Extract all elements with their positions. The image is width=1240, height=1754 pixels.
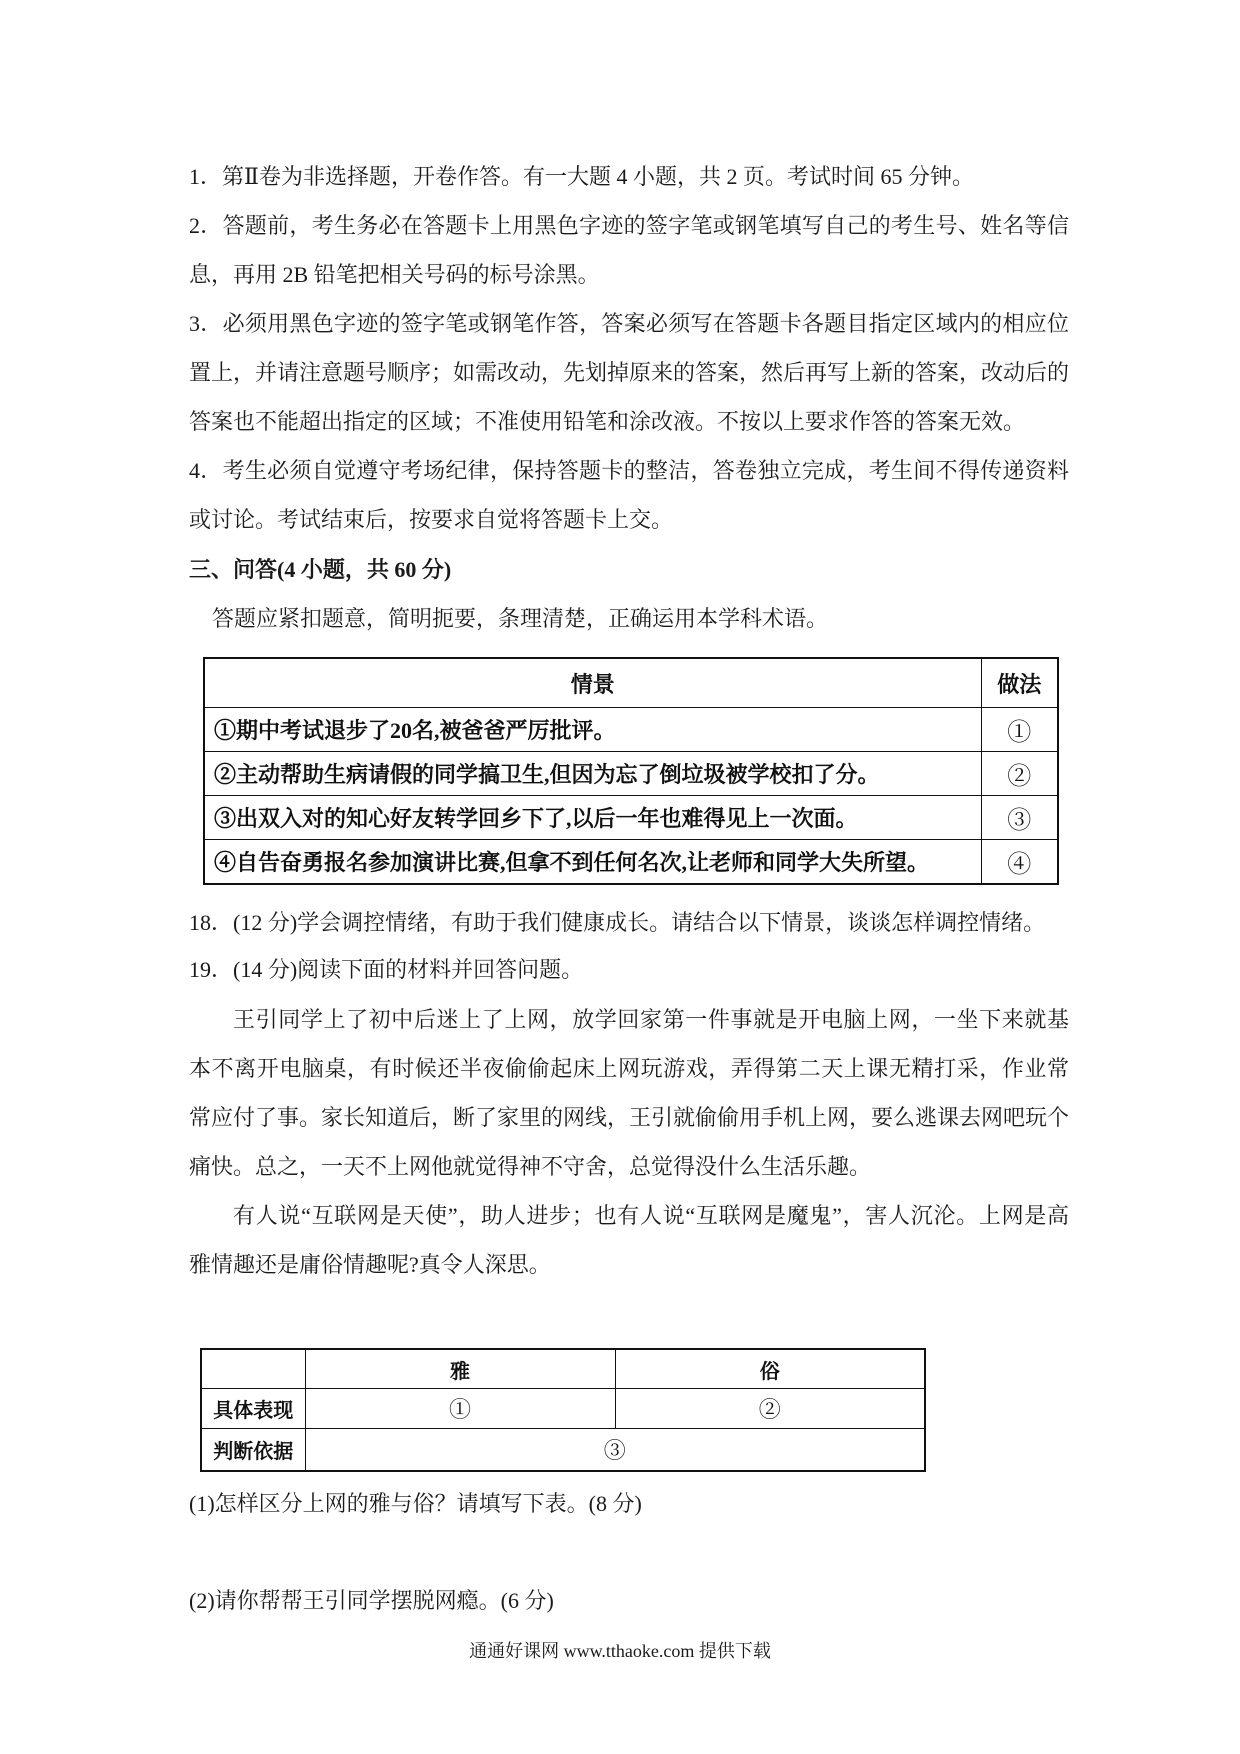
- scenario-cell: ①期中考试退步了20名,被爸爸严厉批评。: [204, 708, 981, 752]
- instruction-3-line-3: 答案也不能超出指定的区域；不准使用铅笔和涂改液。不按以上要求作答的答案无效。: [189, 409, 1026, 434]
- answer-slot-1: ①: [305, 1389, 615, 1429]
- header-method: 做法: [981, 658, 1058, 708]
- header-elegant: 雅: [305, 1349, 615, 1389]
- header-blank-cell: [201, 1349, 305, 1389]
- section-heading: [189, 545, 1069, 594]
- sub-question-2-text: (2)请你帮帮王引同学摆脱网瘾。(6 分): [189, 1588, 554, 1613]
- table-row: [201, 1429, 925, 1472]
- classification-table: [200, 1348, 926, 1472]
- instruction-3-line-1: 3．必须用黑色字迹的签字笔或钢笔作答，答案必须写在答题卡各题目指定区域内的相应位: [189, 311, 1069, 336]
- material-p1-line-3: 常应付了事。家长知道后，断了家里的网线，王引就偷偷用手机上网，要么逃课去网吧玩个: [189, 1105, 1070, 1130]
- instruction-1-line-1: 1．第Ⅱ卷为非选择题，开卷作答。有一大题 4 小题，共 2 页。考试时间 65 分钟。: [189, 164, 974, 189]
- instruction-4-line-2: 或讨论。考试结束后，按要求自觉将答题卡上交。: [189, 507, 674, 532]
- instruction-4-line-1: 4．考生必须自觉遵守考场纪律，保持答题卡的整洁，答卷独立完成，考生间不得传递资料: [189, 458, 1069, 483]
- instruction-3-line-2: 置上，并请注意题号顺序；如需改动，先划掉原来的答案，然后再写上新的答案，改动后的: [189, 360, 1070, 385]
- method-cell: ①: [981, 708, 1058, 752]
- sub-question-1: [189, 1479, 1069, 1528]
- instruction-2-line-1: 2．答题前，考生务必在答题卡上用黑色字迹的签字笔或钢笔填写自己的考生号、姓名等信: [189, 213, 1069, 238]
- answer-slot-3: ③: [305, 1429, 925, 1472]
- table-header-row: [204, 658, 1058, 708]
- table-header-row: [201, 1349, 925, 1389]
- header-scenario: 情景: [204, 658, 981, 708]
- instructions-block: [189, 152, 1069, 544]
- question-18-text: 18．(12 分)学会调控情绪，有助于我们健康成长。请结合以下情景，谈谈怎样调控情绪。: [189, 910, 1046, 935]
- material-p1-line-2: 本不离开电脑桌，有时候还半夜偷偷起床上网玩游戏，弄得第二天上课无精打采，作业常: [189, 1056, 1069, 1081]
- scenario-cell: ②主动帮助生病请假的同学搞卫生,但因为忘了倒垃圾被学校扣了分。: [204, 752, 981, 796]
- answer-slot-2: ②: [615, 1389, 925, 1429]
- scenario-table: [203, 657, 1059, 885]
- header-vulgar: 俗: [615, 1349, 925, 1389]
- section-note-text: 答题应紧扣题意，简明扼要，条理清楚，正确运用本学科术语。: [212, 606, 829, 631]
- table-row: [204, 840, 1058, 885]
- material-p2-line-1: 有人说“互联网是天使”，助人进步；也有人说“互联网是魔鬼”，害人沉沦。上网是高: [233, 1203, 1069, 1228]
- question-19-text: 19．(14 分)阅读下面的材料并回答问题。: [189, 957, 584, 982]
- scenario-cell: ④自告奋勇报名参加演讲比赛,但拿不到任何名次,让老师和同学大失所望。: [204, 840, 981, 885]
- table-row: [201, 1389, 925, 1429]
- method-cell: ③: [981, 796, 1058, 840]
- table-row: [204, 708, 1058, 752]
- page-footer: 通通好课网 www.tthaoke.com 提供下载: [469, 1641, 771, 1661]
- question-19: [189, 945, 1069, 994]
- row-label-basis: 判断依据: [201, 1429, 305, 1472]
- table-row: [204, 752, 1058, 796]
- material-p2-line-2: 雅情趣还是庸俗情趣呢?真令人深思。: [189, 1252, 551, 1277]
- question-18: [189, 898, 1069, 947]
- table-row: [204, 796, 1058, 840]
- instruction-2-line-2: 息，再用 2B 铅笔把相关号码的标号涂黑。: [189, 262, 600, 287]
- reading-material: [189, 995, 1069, 1289]
- row-label-manifestation: 具体表现: [201, 1389, 305, 1429]
- method-cell: ④: [981, 840, 1058, 885]
- method-cell: ②: [981, 752, 1058, 796]
- section-heading-text: 三、问答(4 小题，共 60 分): [189, 557, 452, 582]
- section-note: [212, 594, 1092, 643]
- material-p1-line-1: 王引同学上了初中后迷上了上网，放学回家第一件事就是开电脑上网，一坐下来就基: [233, 1007, 1069, 1032]
- scenario-cell: ③出双入对的知心好友转学回乡下了,以后一年也难得见上一次面。: [204, 796, 981, 840]
- material-p1-line-4: 痛快。总之，一天不上网他就觉得神不守舍，总觉得没什么生活乐趣。: [189, 1154, 872, 1179]
- sub-question-1-text: (1)怎样区分上网的雅与俗？请填写下表。(8 分): [189, 1491, 642, 1516]
- sub-question-2: [189, 1576, 1069, 1625]
